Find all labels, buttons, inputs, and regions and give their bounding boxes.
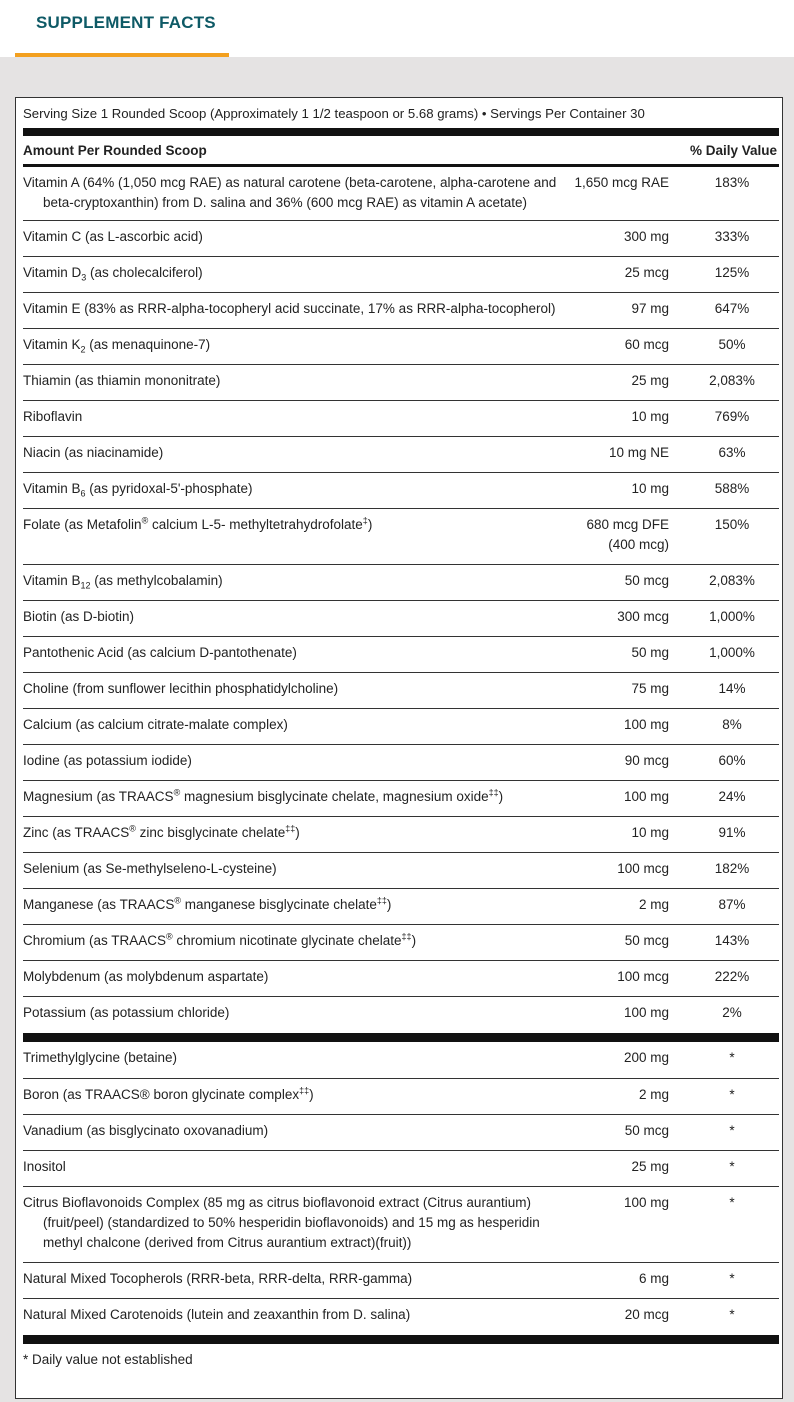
nutrient-name-part: 3 — [81, 272, 87, 283]
nutrient-name-part: Zinc (as TRAACS — [23, 825, 130, 840]
nutrient-name-part: ® — [166, 931, 173, 942]
amount-value: 300 mg — [623, 229, 669, 244]
daily-value-cell: 91% — [718, 825, 746, 840]
nutrient-name-part: ® — [129, 823, 136, 834]
table-row — [23, 365, 779, 401]
nutrient-name-line: Molybdenum (as molybdenum aspartate) — [23, 969, 269, 984]
nutrient-name — [23, 1263, 559, 1298]
daily-value-cell: 63% — [718, 445, 746, 460]
daily-value-cell: 14% — [718, 681, 746, 696]
amount-cell — [559, 257, 677, 292]
daily-value-cell: 222% — [714, 969, 750, 984]
nutrient-name — [23, 401, 559, 436]
nutrient-name-part: ‡‡ — [488, 787, 499, 798]
nutrient-name-part: chromium nicotinate glycinate chelate — [172, 933, 402, 948]
nutrient-name-part: ) — [386, 897, 392, 912]
footnote: * Daily value not established — [23, 1352, 193, 1367]
daily-value-cell: 87% — [718, 897, 746, 912]
amount-cell — [559, 565, 677, 600]
amount-cell — [559, 997, 677, 1033]
amount-value: 90 mcg — [624, 753, 669, 768]
table-row — [23, 817, 779, 853]
nutrient-name-line: Citrus Bioflavonoids Complex (85 mg as citrus bioflavonoid extract (Citrus aurantium) — [23, 1195, 531, 1210]
amount-value: 2 mg — [638, 1087, 669, 1102]
table-row — [23, 1115, 779, 1151]
amount-cell — [559, 167, 677, 220]
daily-value-cell: 150% — [714, 517, 750, 532]
table-row — [23, 473, 779, 509]
daily-value-cell: 2,083% — [709, 573, 755, 588]
amount-value: 100 mcg — [617, 861, 669, 876]
amount-cell — [559, 817, 677, 852]
nutrient-name-part: Vitamin B — [23, 573, 81, 588]
nutrient-name-line: Iodine (as potassium iodide) — [23, 753, 192, 768]
nutrient-name-part: 2 — [80, 344, 86, 355]
amount-cell — [559, 1115, 677, 1150]
amount-value: 50 mcg — [624, 933, 669, 948]
nutrient-name — [23, 1299, 559, 1335]
nutrient-name-line: Pantothenic Acid (as calcium D-pantothenate) — [23, 645, 297, 660]
amount-value: 50 mcg — [624, 1123, 669, 1138]
amount-cell — [559, 1079, 677, 1114]
nutrient-name — [23, 365, 559, 400]
nutrient-name-part: Vitamin D — [23, 265, 82, 280]
amount-value: 25 mg — [631, 1159, 669, 1174]
table-row — [23, 329, 779, 365]
nutrient-name-part: ‡‡ — [376, 895, 387, 906]
amount-cell — [559, 961, 677, 996]
table-row — [23, 745, 779, 781]
amount-header: Amount Per Rounded Scoop — [23, 142, 207, 158]
nutrient-name-line: Trimethylglycine (betaine) — [23, 1050, 178, 1065]
nutrient-name-line: Thiamin (as thiamin mononitrate) — [23, 373, 221, 388]
daily-value-cell: 60% — [718, 753, 746, 768]
amount-cell — [559, 401, 677, 436]
table-row — [23, 509, 779, 565]
nutrient-name-part: Boron (as TRAACS® boron glycinate complex — [23, 1087, 300, 1102]
table-row — [23, 1042, 779, 1079]
amount-cell — [559, 889, 677, 924]
nutrient-name — [23, 221, 559, 256]
nutrient-name-part: ‡ — [362, 515, 368, 526]
amount-value: 10 mg — [631, 409, 669, 424]
nutrient-name-line: Vitamin E (83% as RRR-alpha-tocopheryl acid succinate, 17% as RRR-alpha-tocopherol) — [23, 301, 556, 316]
nutrient-name — [23, 1187, 559, 1262]
section-divider — [23, 1033, 779, 1042]
daily-value-cell: 125% — [714, 265, 750, 280]
nutrient-name-line: Potassium (as potassium chloride) — [23, 1005, 230, 1020]
amount-cell — [559, 673, 677, 708]
nutrient-name-line: Choline (from sunflower lecithin phosphatidylcholine) — [23, 681, 339, 696]
daily-value-cell: * — [729, 1123, 735, 1138]
nutrient-name-line: beta-cryptoxanthin) from D. salina and 36% (600 mcg RAE) as vitamin A acetate) — [43, 195, 527, 210]
nutrient-name-line: Riboflavin — [23, 409, 83, 424]
nutrient-name-part: Magnesium (as TRAACS — [23, 789, 174, 804]
daily-value-cell: 8% — [722, 717, 742, 732]
nutrient-name-part: magnesium bisglycinate chelate, magnesium oxide — [180, 789, 489, 804]
nutrient-name — [23, 1115, 559, 1150]
daily-value-header: % Daily Value — [689, 142, 777, 158]
nutrient-name — [23, 437, 559, 472]
amount-cell — [559, 1263, 677, 1298]
table-row — [23, 853, 779, 889]
nutrient-section-no-daily-value — [23, 1042, 779, 1335]
nutrient-name-part: Vitamin B — [23, 481, 81, 496]
nutrient-name-part: ‡‡ — [401, 931, 412, 942]
table-row — [23, 1263, 779, 1299]
amount-value: 680 mcg DFE — [586, 517, 669, 532]
table-header — [23, 136, 779, 167]
table-row — [23, 167, 779, 221]
facts-inner — [23, 98, 779, 1367]
amount-cell — [559, 473, 677, 508]
daily-value-cell: * — [729, 1195, 735, 1210]
table-row — [23, 565, 779, 601]
table-row — [23, 889, 779, 925]
amount-cell — [559, 853, 677, 888]
amount-value: 25 mg — [631, 373, 669, 388]
nutrient-name — [23, 293, 559, 328]
nutrient-name-part: (as pyridoxal-5'-phosphate) — [85, 481, 253, 496]
nutrient-name-part: 12 — [80, 580, 91, 591]
nutrient-name-part: ® — [141, 515, 149, 526]
amount-value: 1,650 mcg RAE — [574, 175, 669, 190]
amount-value: 300 mcg — [617, 609, 669, 624]
nutrient-name-line: Vitamin A (64% (1,050 mcg RAE) as natural carotene (beta-carotene, alpha-carotene and — [23, 175, 557, 190]
nutrient-name-line: Vitamin C (as L-ascorbic acid) — [23, 229, 203, 244]
amount-value: 100 mg — [623, 1195, 669, 1210]
amount-cell — [559, 745, 677, 780]
table-row — [23, 925, 779, 961]
nutrient-name-part: (as cholecalciferol) — [86, 265, 203, 280]
table-row — [23, 1079, 779, 1115]
daily-value-cell: 143% — [714, 933, 750, 948]
daily-value-cell: * — [729, 1087, 735, 1102]
amount-value: 100 mg — [623, 789, 669, 804]
nutrient-name-part: Vitamin K — [23, 337, 81, 352]
nutrient-name — [23, 329, 559, 364]
table-row — [23, 637, 779, 673]
tab-header — [0, 0, 794, 57]
nutrient-name-part: ) — [411, 933, 417, 948]
amount-cell — [559, 437, 677, 472]
amount-value: 10 mg — [631, 825, 669, 840]
amount-value: 60 mcg — [624, 337, 669, 352]
amount-cell — [559, 601, 677, 636]
nutrient-name-part: ® — [174, 895, 181, 906]
section-divider-bottom — [23, 1335, 779, 1344]
daily-value-cell: * — [729, 1271, 735, 1286]
nutrient-name-part: Manganese (as TRAACS — [23, 897, 175, 912]
nutrient-name-part: manganese bisglycinate chelate — [180, 897, 377, 912]
nutrient-name-part: (as methylcobalamin) — [90, 573, 223, 588]
table-row — [23, 673, 779, 709]
nutrient-name-part: ) — [309, 1087, 314, 1102]
daily-value-cell: 50% — [718, 337, 746, 352]
nutrient-name — [23, 781, 559, 816]
table-row — [23, 437, 779, 473]
nutrient-name — [23, 817, 559, 852]
table-row — [23, 1187, 779, 1263]
amount-cell — [559, 329, 677, 364]
nutrient-name — [23, 1151, 559, 1186]
daily-value-cell: 2% — [722, 1005, 742, 1020]
nutrient-name-part: ) — [295, 825, 300, 840]
amount-value: 100 mcg — [617, 969, 669, 984]
nutrient-name-line: methyl chalcone (derived from Citrus aurantium extract)(fruit)) — [43, 1235, 412, 1250]
table-row — [23, 401, 779, 437]
nutrient-name — [23, 601, 559, 636]
nutrient-name-line: Natural Mixed Tocopherols (RRR-beta, RRR-delta, RRR-gamma) — [23, 1271, 413, 1286]
table-row — [23, 997, 779, 1033]
nutrient-name — [23, 1042, 559, 1078]
table-row — [23, 293, 779, 329]
nutrient-name-line: (fruit/peel) (standardized to 50% hesperidin bioflavonoids) and 15 mg as hesperidin — [43, 1215, 540, 1230]
table-row — [23, 1299, 779, 1335]
amount-cell — [559, 293, 677, 328]
nutrient-name-part: calcium L-5- methyltetrahydrofolate — [148, 517, 363, 532]
nutrient-name-part: ) — [498, 789, 504, 804]
amount-cell — [559, 365, 677, 400]
nutrient-name — [23, 673, 559, 708]
thick-divider — [23, 128, 779, 136]
amount-cell — [559, 1042, 677, 1078]
nutrient-name — [23, 745, 559, 780]
amount-cell — [559, 1299, 677, 1335]
table-row — [23, 709, 779, 745]
nutrient-name — [23, 167, 559, 220]
amount-value: 97 mg — [631, 301, 669, 316]
amount-cell — [559, 1187, 677, 1262]
daily-value-cell: 333% — [714, 229, 750, 244]
table-row — [23, 1151, 779, 1187]
daily-value-cell: 2,083% — [709, 373, 755, 388]
nutrient-name-line: Calcium (as calcium citrate-malate complex) — [23, 717, 288, 732]
amount-cell — [559, 925, 677, 960]
amount-value: 25 mcg — [624, 265, 669, 280]
tab-label: SUPPLEMENT FACTS — [36, 13, 216, 32]
nutrient-name-part: zinc bisglycinate chelate — [135, 825, 286, 840]
nutrient-name-part: (as menaquinone-7) — [85, 337, 211, 352]
amount-value: 10 mg — [631, 481, 669, 496]
nutrient-name — [23, 925, 559, 960]
table-row — [23, 601, 779, 637]
amount-value: 50 mcg — [624, 573, 669, 588]
nutrient-section-daily-value — [23, 167, 779, 1033]
amount-cell — [559, 709, 677, 744]
amount-value: 100 mg — [623, 1005, 669, 1020]
amount-value: 50 mg — [631, 645, 669, 660]
amount-value: 200 mg — [623, 1050, 669, 1065]
nutrient-name-line: Vanadium (as bisglycinato oxovanadium) — [23, 1123, 269, 1138]
amount-value-secondary: (400 mcg) — [608, 537, 669, 552]
amount-cell — [559, 509, 677, 564]
daily-value-cell: 183% — [714, 175, 750, 190]
nutrient-name-part: Chromium (as TRAACS — [23, 933, 167, 948]
amount-value: 2 mg — [638, 897, 669, 912]
nutrient-name — [23, 509, 559, 564]
table-row — [23, 961, 779, 997]
nutrient-name-line: Inositol — [23, 1159, 66, 1174]
daily-value-cell: 588% — [714, 481, 750, 496]
daily-value-cell: * — [729, 1050, 735, 1065]
nutrient-name — [23, 709, 559, 744]
daily-value-cell: 769% — [714, 409, 750, 424]
content-panel — [0, 57, 794, 1402]
amount-cell — [559, 1151, 677, 1186]
serving-info: Serving Size 1 Rounded Scoop (Approximately 1 1/2 teaspoon or 5.68 grams) • Servings Per Container 30 — [23, 106, 645, 121]
nutrient-name-line: Selenium (as Se-methylseleno-L-cysteine) — [23, 861, 277, 876]
nutrient-name-part: ‡‡ — [285, 823, 296, 834]
nutrient-name — [23, 565, 559, 600]
daily-value-cell: * — [729, 1307, 735, 1322]
nutrient-name-part: Folate (as Metafolin — [23, 517, 142, 532]
nutrient-name-part: ) — [367, 517, 373, 532]
amount-value: 100 mg — [623, 717, 669, 732]
nutrient-name-line: Natural Mixed Carotenoids (lutein and zeaxanthin from D. salina) — [23, 1307, 411, 1322]
daily-value-cell: 1,000% — [709, 645, 755, 660]
nutrient-name-part: ® — [173, 787, 181, 798]
daily-value-cell: 1,000% — [709, 609, 755, 624]
nutrient-name — [23, 637, 559, 672]
daily-value-cell: 647% — [714, 301, 750, 316]
tab-supplement-facts[interactable] — [15, 0, 229, 57]
nutrient-name-line: Niacin (as niacinamide) — [23, 445, 164, 460]
nutrient-name — [23, 257, 559, 292]
nutrient-name — [23, 853, 559, 888]
amount-value: 20 mcg — [624, 1307, 669, 1322]
table-row — [23, 257, 779, 293]
amount-cell — [559, 221, 677, 256]
daily-value-cell: 24% — [718, 789, 746, 804]
amount-value: 6 mg — [638, 1271, 669, 1286]
table-row — [23, 221, 779, 257]
nutrient-name — [23, 997, 559, 1033]
amount-value: 75 mg — [631, 681, 669, 696]
nutrient-name-part: ‡‡ — [299, 1085, 310, 1096]
amount-cell — [559, 781, 677, 816]
nutrient-name — [23, 1079, 559, 1114]
daily-value-cell: 182% — [714, 861, 750, 876]
amount-value: 10 mg NE — [608, 445, 669, 460]
daily-value-cell: * — [729, 1159, 735, 1174]
nutrient-name-line: Biotin (as D-biotin) — [23, 609, 135, 624]
amount-cell — [559, 637, 677, 672]
nutrient-name-part: 6 — [80, 488, 86, 499]
nutrient-name — [23, 473, 559, 508]
nutrient-name — [23, 889, 559, 924]
table-row — [23, 781, 779, 817]
supplement-facts-label — [15, 97, 783, 1399]
nutrient-name — [23, 961, 559, 996]
